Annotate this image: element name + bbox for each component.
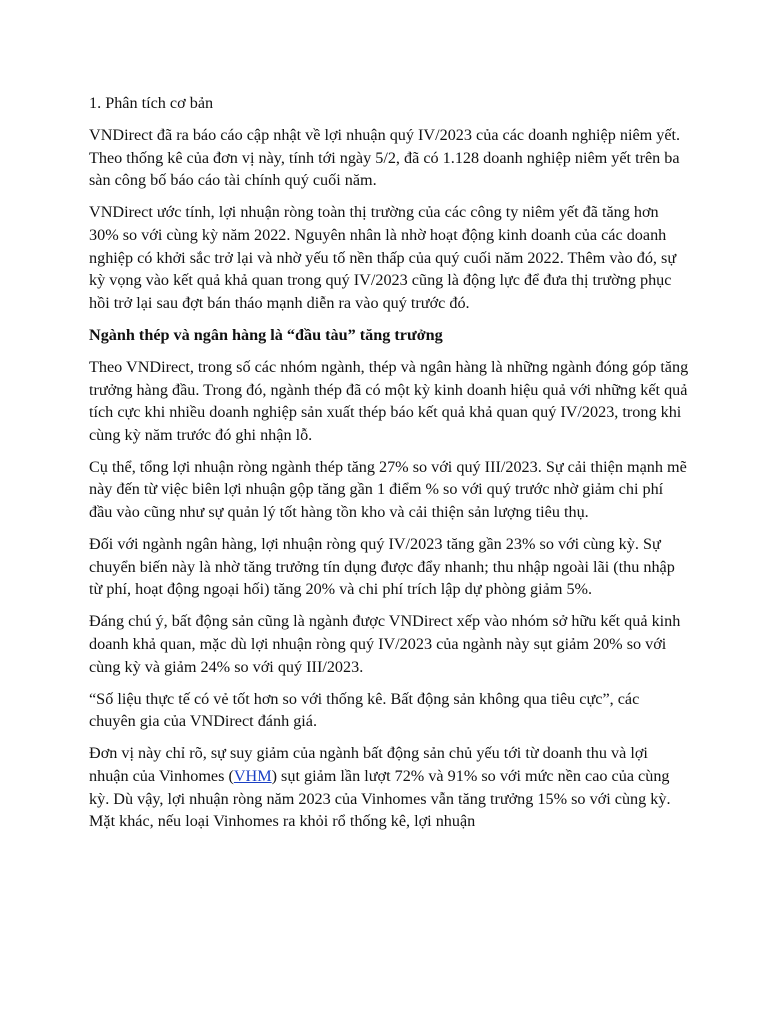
paragraph-text: ) sụt giảm lần lượt 72% và 91% so với mức nền cao của cùng kỳ. Dù vậy, lợi nhuận ròng năm 2023 của Vinhomes vẫn tăng trưởng 15% so với cùng kỳ. Mặt khác, nếu loại Vinhomes ra khỏi rổ thống kê, lợi nhuận (89, 766, 671, 831)
paragraph-text: Đơn vị này chỉ rõ, sự suy giảm của ngành bất động sản chủ yếu tới từ doanh thu và lợi nhuận của Vinhomes ( (89, 744, 648, 785)
paragraph: VNDirect ước tính, lợi nhuận ròng toàn thị trường của các công ty niêm yết đã tăng hơn 30% so với cùng kỳ năm 2022. Nguyên nhân là nhờ hoạt động kinh doanh của các doanh nghiệp có khởi sắc trở lại và nhờ yếu tố nền thấp của quý cuối năm 2022. Thêm vào đó, sự kỳ vọng vào kết quả khả quan trong quý IV/2023 cũng là động lực để đưa thị trường phục hồi trở lại sau đợt bán tháo mạnh diễn ra vào quý trước đó. (89, 203, 677, 312)
paragraph (89, 742, 689, 832)
quote-paragraph: “Số liệu thực tế có vẻ tốt hơn so với thống kê. Bất động sản không qua tiêu cực”, các chuyên gia của VNDirect đánh giá. (89, 689, 640, 731)
paragraph: Đáng chú ý, bất động sản cũng là ngành được VNDirect xếp vào nhóm sở hữu kết quả kinh doanh khả quan, mặc dù lợi nhuận ròng quý IV/2023 của ngành này sụt giảm 20% so với cùng kỳ và giảm 24% so với quý III/2023. (89, 612, 681, 676)
subheading: Ngành thép và ngân hàng là “đầu tàu” tăng trưởng (89, 325, 443, 344)
paragraph: VNDirect đã ra báo cáo cập nhật về lợi nhuận quý IV/2023 của các doanh nghiệp niêm yết. Theo thống kê của đơn vị này, tính tới ngày 5/2, đã có 1.128 doanh nghiệp niêm yết trên ba sàn công bố báo cáo tài chính quý cuối năm. (89, 126, 681, 190)
document-page (89, 92, 689, 842)
paragraph: Theo VNDirect, trong số các nhóm ngành, thép và ngân hàng là những ngành đóng góp tăng trưởng hàng đầu. Trong đó, ngành thép đã có một kỳ kinh doanh hiệu quả với những kết quả tích cực khi nhiều doanh nghiệp sản xuất thép báo kết quả khả quan quý IV/2023, trong khi cùng kỳ năm trước đó ghi nhận lỗ. (89, 357, 689, 444)
vhm-link[interactable]: VHM (233, 766, 272, 785)
paragraph: Cụ thể, tổng lợi nhuận ròng ngành thép tăng 27% so với quý III/2023. Sự cải thiện mạnh mẽ này đến từ việc biên lợi nhuận gộp tăng gần 1 điểm % so với quý trước nhờ giảm chi phí đầu vào cũng như sự quản lý tốt hàng tồn kho và cải thiện sản lượng tiêu thụ. (89, 457, 687, 521)
paragraph: Đối với ngành ngân hàng, lợi nhuận ròng quý IV/2023 tăng gần 23% so với cùng kỳ. Sự chuyển biến này là nhờ tăng trưởng tín dụng được đẩy nhanh; thu nhập ngoài lãi (thu nhập từ phí, hoạt động ngoại hối) tăng 20% và chi phí trích lập dự phòng giảm 5%. (89, 535, 675, 599)
section-heading: 1. Phân tích cơ bản (89, 94, 214, 112)
